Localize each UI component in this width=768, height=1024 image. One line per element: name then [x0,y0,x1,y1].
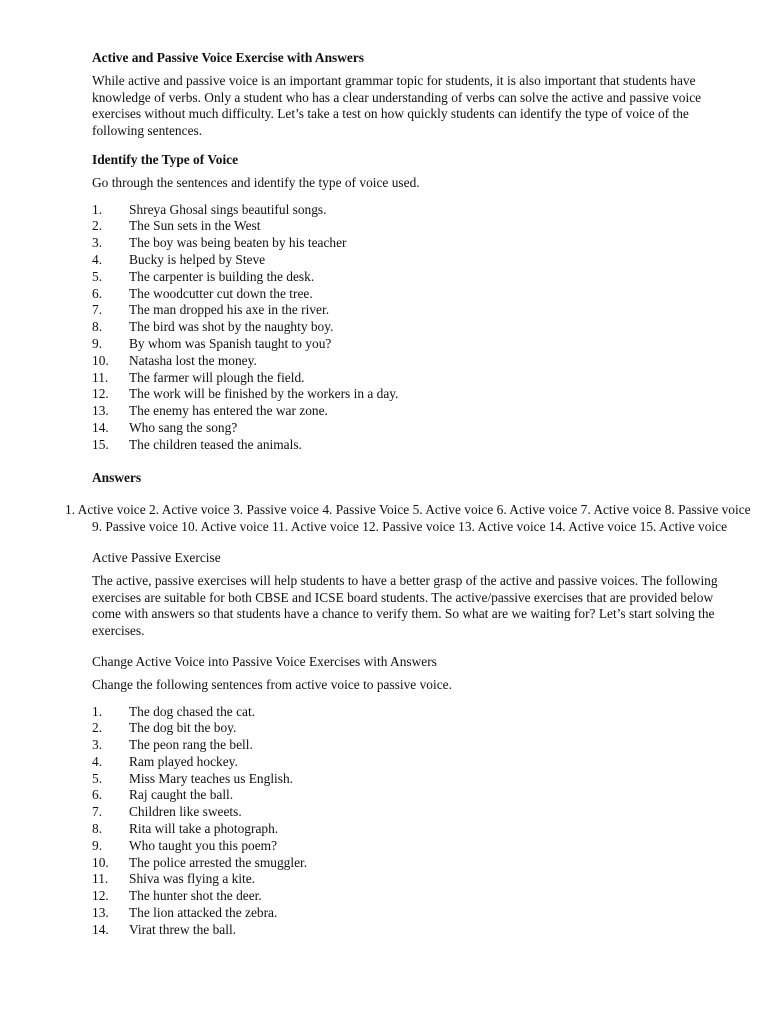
list-item-number: 11. [92,369,109,385]
document-title: Active and Passive Voice Exercise with Answers [92,50,365,65]
list-item-text: Miss Mary teaches us English. [129,770,294,786]
list-item [92,353,732,370]
list-item-number: 3. [92,737,103,753]
document-content [65,50,751,939]
list-item-text: Raj caught the ball. [129,787,234,803]
list-item-number: 12. [92,386,109,402]
list-item-number: 7. [92,804,103,820]
list-item-number: 5. [92,770,103,786]
list-item-text: Shiva was flying a kite. [129,871,256,887]
list-item-number: 11. [92,871,109,887]
list-item [92,905,732,922]
list-item-number: 6. [92,285,103,301]
list-item [92,235,732,252]
list-item [92,704,732,721]
list-item-text: The dog bit the boy. [129,720,237,736]
list-item-number: 9. [92,837,103,853]
list-item [92,787,732,804]
list-item-number: 10. [92,854,109,870]
list-item-number: 13. [92,905,109,921]
section-heading-active-passive-exercise: Active Passive Exercise [92,549,221,565]
list-item-text: The Sun sets in the West [129,218,261,234]
list-item [92,437,732,454]
list-item-number: 5. [92,268,103,284]
section-heading-change-voice: Change Active Voice into Passive Voice Exercises with Answers [92,653,437,669]
list-item-number: 14. [92,921,109,937]
answers-heading: Answers [92,469,142,485]
list-item-number: 1. [92,201,103,217]
list-item [92,286,732,303]
list-item [92,386,732,403]
list-item [92,888,732,905]
list-item [92,269,732,286]
list-item-number: 3. [92,235,103,251]
list-item [92,420,732,437]
list-item [92,319,732,336]
list-item-text: The woodcutter cut down the tree. [129,285,313,301]
list-item [92,821,732,838]
list-item-text: The children teased the animals. [129,436,302,452]
intro-paragraph: While active and passive voice is an important grammar topic for students, it is also important that students have knowledge of verbs. Only a student who has a clear understanding of verbs can solve the active and passive voice exercises without much difficulty. Let’s take a test on how quickly students can identify the type of voice of the following sentences. [92,72,702,139]
list-item [92,855,732,872]
list-item-text: Who taught you this poem? [129,837,278,853]
list-item-text: The dog chased the cat. [129,703,256,719]
list-item-text: The hunter shot the deer. [129,888,262,904]
list-item-number: 4. [92,753,103,769]
list-item-number: 15. [92,436,109,452]
list-item [92,922,732,939]
list-item [92,370,732,387]
list-item-text: By whom was Spanish taught to you? [129,335,332,351]
exercise-list-identify [92,202,732,454]
list-item [92,771,732,788]
answers-text: 1. Active voice 2. Active voice 3. Passive voice 4. Passive Voice 5. Active voice 6. Active voice 7. Active voice 8. Passive voice 9. Passive voice 10. Active voice 11. Active voice 12. Passive voice 13. Active voice 14. Active voice 15. Active voice [65,502,751,535]
list-item-text: Natasha lost the money. [129,352,257,368]
list-item [92,737,732,754]
list-item [92,754,732,771]
list-item [92,252,732,269]
list-item-number: 10. [92,352,109,368]
list-item-text: The peon rang the bell. [129,737,253,753]
list-item-number: 12. [92,888,109,904]
list-item-number: 2. [92,218,103,234]
section-instruction: Go through the sentences and identify the type of voice used. [92,174,420,190]
list-item-number: 8. [92,319,103,335]
list-item-text: Virat threw the ball. [129,921,237,937]
section-paragraph: The active, passive exercises will help students to have a better grasp of the active and passive voices. The following exercises are suitable for both CBSE and ICSE board students. The active/passive exercises that are provided below come with answers so that students have a chance to verify them. So what are we waiting for? Let’s start solving the exercises. [92,572,718,639]
list-item-number: 14. [92,419,109,435]
list-item-number: 2. [92,720,103,736]
list-item [92,838,732,855]
list-item-text: The bird was shot by the naughty boy. [129,319,334,335]
list-item-text: Ram played hockey. [129,753,238,769]
list-item-text: The boy was being beaten by his teacher [129,235,347,251]
list-item-text: The carpenter is building the desk. [129,268,315,284]
list-item-text: The farmer will plough the field. [129,369,305,385]
list-item-text: Bucky is helped by Steve [129,251,266,267]
list-item-text: The man dropped his axe in the river. [129,302,330,318]
list-item-text: The police arrested the smuggler. [129,854,308,870]
list-item-number: 7. [92,302,103,318]
list-item-text: Rita will take a photograph. [129,821,279,837]
list-item [92,218,732,235]
list-item [92,202,732,219]
list-item-number: 6. [92,787,103,803]
list-item-number: 8. [92,821,103,837]
list-item-number: 4. [92,251,103,267]
list-item [92,302,732,319]
list-item [92,804,732,821]
list-item-number: 9. [92,335,103,351]
list-item [92,336,732,353]
exercise-list-change-voice [92,704,732,939]
section-instruction: Change the following sentences from active voice to passive voice. [92,676,452,692]
list-item-text: The lion attacked the zebra. [129,905,278,921]
list-item [92,871,732,888]
list-item-text: Shreya Ghosal sings beautiful songs. [129,201,327,217]
list-item-text: Who sang the song? [129,419,238,435]
list-item-text: The enemy has entered the war zone. [129,403,328,419]
list-item [92,403,732,420]
section-heading-identify-voice: Identify the Type of Voice [92,151,239,167]
list-item [92,720,732,737]
list-item-text: The work will be finished by the workers in a day. [129,386,399,402]
list-item-text: Children like sweets. [129,804,242,820]
list-item-number: 1. [92,703,103,719]
list-item-number: 13. [92,403,109,419]
